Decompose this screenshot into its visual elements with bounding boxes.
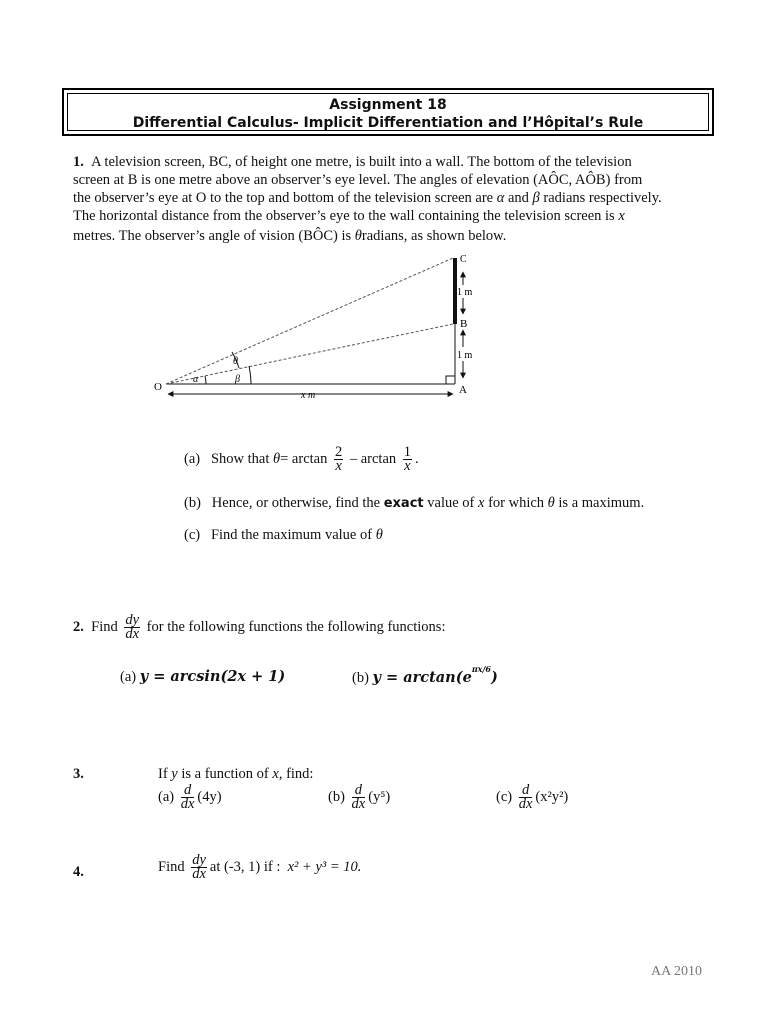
x-symbol: x	[272, 766, 279, 782]
q1-text-l1: A television screen, BC, of height one metre, is built into a wall. The bottom of the television	[91, 154, 632, 170]
numerator: dy	[125, 612, 140, 628]
q3-intro	[158, 766, 313, 783]
sight-line-ob	[166, 324, 453, 384]
q2-b-expression: y = arctan(e	[372, 668, 472, 686]
q1-text-l4a: The horizontal distance from the observer’s eye to the wall containing the television screen is	[73, 208, 615, 224]
x-symbol: x	[618, 208, 625, 224]
q2-b-exponent: πx/6	[471, 664, 491, 674]
denominator: dx	[192, 866, 206, 882]
q3-number-wrap	[73, 766, 84, 783]
label-c: C	[460, 254, 467, 265]
eq-arctan: = arctan	[280, 450, 328, 467]
fraction-1-over-x	[403, 446, 412, 473]
q1-text-l3a: the observer’s eye at O to the top and bottom of the television screen are	[73, 190, 494, 206]
y-symbol: y	[171, 766, 178, 782]
q3-c-label: (c)	[496, 788, 513, 805]
label-beta: β	[235, 374, 240, 385]
q4-text: at (-3, 1) if :	[209, 858, 281, 875]
assignment-subtitle: Differential Calculus- Implicit Differentiation and l’Hôpital’s Rule	[132, 115, 644, 131]
q2-b-close: )	[490, 668, 498, 686]
numerator: d	[519, 784, 533, 798]
q2-b-label: (b)	[352, 669, 369, 686]
q2-text: for the following functions the following functions:	[146, 618, 446, 635]
q3-number: 3.	[73, 766, 84, 782]
denominator: dx	[351, 796, 366, 812]
q3-a-expression: (4y)	[197, 788, 222, 805]
q2-part-a	[120, 668, 285, 686]
numerator: d	[181, 784, 195, 798]
label-theta: θ	[233, 356, 238, 367]
q2-find: Find	[91, 618, 118, 635]
theta-symbol: θ	[547, 495, 555, 511]
d-dx-fraction	[181, 784, 195, 811]
label-b: B	[460, 318, 468, 330]
label-1m-top: 1 m	[457, 287, 473, 298]
part-b-text2: value of	[427, 495, 475, 511]
q2-a-expression: y = arcsin(2x + 1)	[139, 668, 286, 685]
q3-part-a	[158, 784, 222, 811]
denominator: x	[335, 458, 342, 474]
q4-find: Find	[158, 858, 185, 875]
q1-part-a	[184, 446, 419, 473]
part-b-text4: is a maximum.	[558, 495, 645, 511]
part-b-label: (b)	[184, 495, 201, 511]
theta-symbol: θ	[375, 527, 383, 543]
right-angle-mark	[446, 376, 455, 384]
q2-number: 2.	[73, 618, 84, 635]
theta-symbol: θ	[354, 228, 362, 244]
label-alpha: α	[193, 374, 199, 385]
numerator: 1	[403, 444, 412, 460]
denominator: dx	[180, 796, 195, 812]
label-xm: x m	[301, 390, 316, 401]
q1-part-b	[184, 495, 644, 512]
q1-text-l3b: radians respectively.	[543, 190, 662, 206]
assignment-title: Assignment 18	[329, 97, 447, 113]
numerator: d	[352, 784, 366, 798]
q2-line	[73, 614, 445, 641]
label-a: A	[459, 384, 467, 396]
label-1m-bottom: 1 m	[457, 350, 473, 361]
part-c-text: Find the maximum value of	[210, 527, 373, 543]
and-word: and	[507, 190, 529, 206]
alpha-symbol: α	[496, 190, 505, 206]
q2-a-label: (a)	[120, 669, 137, 685]
fraction-2-over-x	[334, 446, 343, 473]
q1-text-l2a: screen at B is one metre above an observer’s eye level. The angles of elevation (	[73, 172, 538, 188]
q3-b-label: (b)	[328, 788, 345, 805]
q4-line	[158, 854, 361, 881]
minus-arctan: – arctan	[349, 450, 397, 467]
angle-aob: AÔB	[574, 172, 606, 188]
denominator: x	[404, 458, 411, 474]
dy-dx-fraction	[191, 854, 207, 881]
q1-text-l5c: radians, as shown below.	[361, 228, 507, 244]
q1-text-l5b: ) is	[333, 228, 352, 244]
x-symbol: x	[478, 495, 485, 511]
numerator: dy	[192, 852, 206, 868]
exact-word: exact	[383, 496, 424, 511]
d-dx-fraction	[352, 784, 366, 811]
q3-c-expression: (x²y²)	[535, 788, 569, 805]
q3-text-b: is a function of	[181, 766, 269, 782]
angle-aoc: AÔC	[537, 172, 569, 188]
beta-arc	[249, 366, 251, 384]
alpha-arc	[205, 376, 206, 384]
q4-number: 4.	[73, 864, 84, 880]
beta-symbol: β	[532, 190, 540, 206]
numerator: 2	[334, 444, 343, 460]
dy-dx-fraction	[124, 614, 140, 641]
q1-text-l5a: metres. The observer’s angle of vision (	[73, 228, 304, 244]
footer-label: AA 2010	[651, 964, 702, 979]
part-a-text: Show that	[210, 450, 270, 467]
sight-line-oc	[166, 258, 453, 384]
q2-part-b	[352, 664, 498, 687]
q3-part-b	[328, 784, 390, 811]
q3-a-label: (a)	[158, 788, 175, 805]
q4-number-wrap	[73, 864, 84, 881]
part-c-label: (c)	[184, 527, 201, 543]
q1-number: 1.	[73, 154, 84, 170]
q3-b-expression: (y⁵)	[368, 788, 391, 805]
q3-text-c: , find:	[278, 766, 314, 782]
part-a-label: (a)	[184, 450, 201, 467]
angle-boc: BÔC	[303, 228, 334, 244]
tv-diagram	[0, 0, 768, 420]
q1-part-c	[184, 527, 383, 544]
d-dx-fraction	[519, 784, 533, 811]
q1-text-l2b: ) from	[605, 172, 643, 188]
period: .	[415, 450, 419, 467]
label-o: O	[154, 381, 162, 393]
q4-equation: x² + y³ = 10.	[287, 858, 362, 875]
part-b-text1: Hence, or otherwise, find the	[211, 495, 381, 511]
theta-symbol: θ	[273, 450, 281, 467]
sep: ,	[568, 172, 575, 188]
denominator: dx	[518, 796, 533, 812]
q3-part-c	[496, 784, 568, 811]
part-b-text3: for which	[488, 495, 545, 511]
denominator: dx	[125, 626, 140, 642]
q3-text-a: If	[158, 766, 168, 782]
